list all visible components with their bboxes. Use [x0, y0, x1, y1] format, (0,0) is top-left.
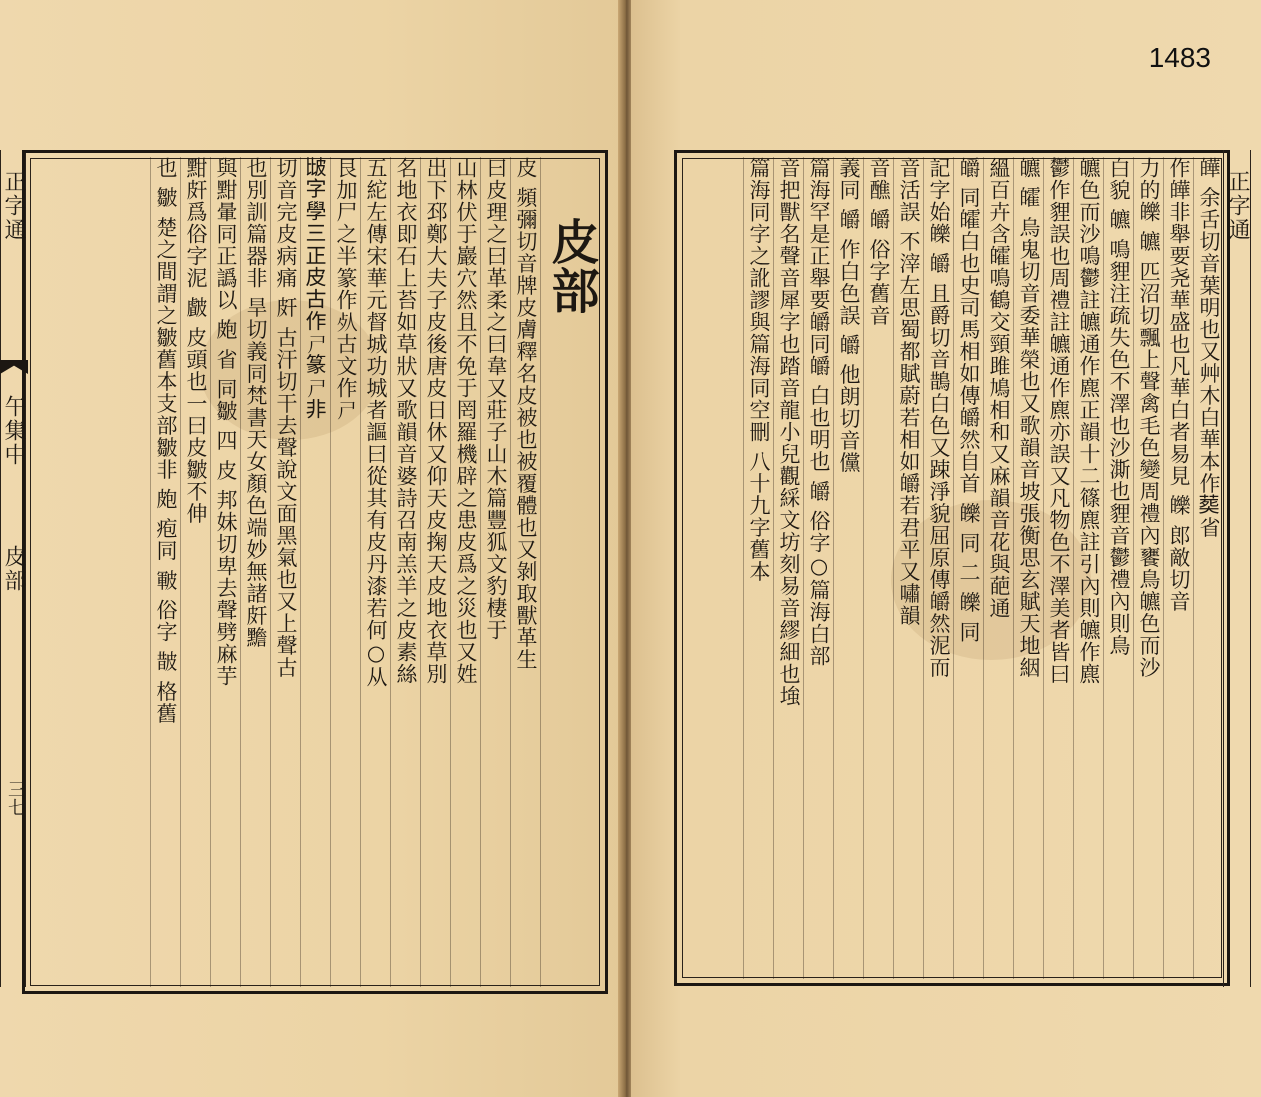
text-column: 切音完皮病痛 皯 古汗切干去聲說文面黑氣也又上聲古 — [270, 157, 300, 987]
left-page — [0, 0, 624, 1097]
text-column: 五紽左傳宋華元督城功城者謳曰從其有皮丹漆若何○从 — [360, 157, 390, 987]
text-column: 皭 同皬白也史司馬相如傳皭然自首 皪 同 二 皪 同 — [953, 157, 983, 979]
text-column: 鬱作貍誤也周禮註皫通作麃亦誤又凡物色不澤美者皆曰 — [1043, 157, 1073, 979]
text-column: 皮 頻彌切音牌皮膚釋名皮被也被覆體也又剝取獸革生 — [510, 157, 540, 987]
text-column: 也 皺 楚之間謂之皺舊本支部皺非 皰 疱同 皸 俗字 皵 格舊 — [150, 157, 180, 987]
text-column: 艮加尸之半篆作𣦸古文作𡰣 — [330, 157, 360, 987]
text-column: 縕百卉含皬鳴鶴交頸雎鳩相和又麻韻音花與葩通 — [983, 157, 1013, 979]
text-column: 也別訓篇器非 旱切義同梵書天女顏色端妙無諸皯黵 — [240, 157, 270, 987]
text-column: 山林伏于巖穴然且不免于罔羅機辟之患皮爲之災也又姓 — [450, 157, 480, 987]
right-margin-strip — [1223, 150, 1251, 987]
text-column: 皫 皬 烏鬼切音委華榮也又歌韻音坡張衡思玄賦天地絪 — [1013, 157, 1043, 979]
text-column: 名地衣即石上苔如草狀又歌韻音婆詩召南羔羊之皮素絲 — [390, 157, 420, 987]
text-column: 力的皪 皫 匹沼切飄上聲禽毛色變周禮內饔鳥皫色而沙 — [1133, 157, 1163, 979]
left-columns — [29, 157, 601, 987]
text-column: 作皣非舉要尧華盛也凡華白者易見 皪 郎敵切音 — [1163, 157, 1193, 979]
left-margin-chapter: 皮部 — [1, 545, 26, 593]
right-text-frame — [674, 150, 1230, 986]
right-columns — [681, 157, 1223, 979]
text-column: 篇海罕是正舉要皭同皭 白也明也 皭 俗字○篇海白部 — [803, 157, 833, 979]
page-number: 1483 — [1148, 42, 1211, 73]
section-heading: 皮部 — [540, 157, 601, 987]
left-margin-title: 正字通 — [1, 170, 26, 242]
left-margin-section: 午集中 — [1, 395, 26, 467]
right-page — [631, 0, 1261, 1097]
text-column: 皫色而沙鳴鬱註皫通作麃正韻十二篠麃註引內則皫作麃 — [1073, 157, 1103, 979]
text-column: 出下邳鄭大夫子皮後唐皮日休又仰天皮掬天皮地衣草別 — [420, 157, 450, 987]
text-column: 音醮 皭 俗字舊音 — [863, 157, 893, 979]
text-column: 黚皯爲俗字泥 皻 皮頭也一曰皮皺不伸 — [180, 157, 210, 987]
right-margin-title: 正字通 — [1225, 170, 1250, 242]
text-column: 曰皮理之曰革柔之曰韋又莊子山木篇豐狐文豹棲于 — [480, 157, 510, 987]
text-column: 篇海同字之訛謬與篇海同空刪 八十九字舊本 — [743, 157, 773, 979]
folio-number: 三七 — [5, 780, 26, 816]
left-text-frame — [22, 150, 608, 994]
text-column: 音把獸名聲音犀字也踏音龍小兒觀綵文坊刻易音繆細也𡌺 — [773, 157, 803, 979]
text-column: 白貌 皫 鳴貍注疏失色不澤也沙澌也貍音鬱禮內則鳥 — [1103, 157, 1133, 979]
text-column: 𤿎字學三正皮古作𡰣篆𡰣非 — [300, 157, 330, 987]
text-column: 記字始皪 皭 且爵切音鵲白色又踈淨貌屈原傳皭然泥而 — [923, 157, 953, 979]
text-column: 義同 皭 作白色誤 皭 他朗切音儻 — [833, 157, 863, 979]
text-column: 皣 余舌切音葉明也又艸木白華本作𦵏省 — [1193, 157, 1223, 979]
text-column: 音活誤 不滓左思蜀都賦蔚若相如皭若君平又嘯韻 — [893, 157, 923, 979]
text-column: 與黚暈同正譌以 皰 省 同皺 四 皮 邦妹切卑去聲劈麻芋 — [210, 157, 240, 987]
